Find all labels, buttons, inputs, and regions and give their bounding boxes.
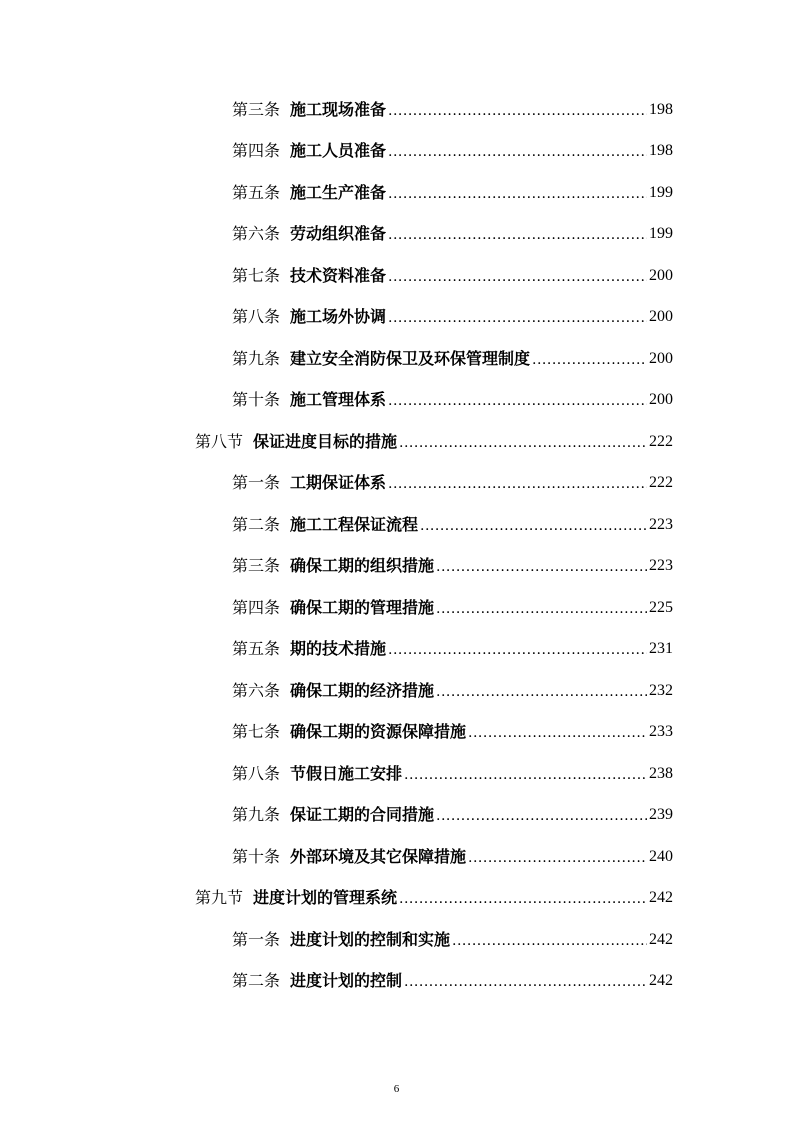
toc-leader-dots xyxy=(388,473,647,493)
toc-entry-title: 确保工期的资源保障措施 xyxy=(290,722,467,742)
toc-entry[interactable] xyxy=(0,670,673,712)
toc-entry[interactable] xyxy=(0,961,673,1003)
toc-leader-dots xyxy=(404,764,647,784)
toc-entry-page: 223 xyxy=(649,515,673,533)
toc-entry-title: 劳动组织准备 xyxy=(290,224,387,244)
toc-entry-title: 进度计划的控制和实施 xyxy=(290,929,451,949)
toc-entry-title: 工期保证体系 xyxy=(290,473,387,493)
toc-leader-dots xyxy=(436,681,647,701)
toc-entry-number: 第九条 xyxy=(232,805,281,825)
toc-leader-dots xyxy=(399,888,647,908)
toc-entry-title: 施工现场准备 xyxy=(290,99,387,119)
toc-entry-page: 199 xyxy=(649,183,673,201)
toc-entry-title: 保证进度目标的措施 xyxy=(253,431,398,451)
toc-entry[interactable] xyxy=(0,753,673,795)
toc-entry-page: 225 xyxy=(649,598,673,616)
toc-entry-number: 第八条 xyxy=(232,307,281,327)
table-of-contents xyxy=(0,89,793,1002)
toc-entry-page: 238 xyxy=(649,764,673,782)
toc-entry-number: 第五条 xyxy=(232,639,281,659)
toc-leader-dots xyxy=(388,307,647,327)
toc-entry-page: 198 xyxy=(649,100,673,118)
toc-entry-title: 施工工程保证流程 xyxy=(290,514,419,534)
toc-entry-page: 233 xyxy=(649,723,673,741)
toc-entry-page: 242 xyxy=(649,972,673,990)
toc-entry-number: 第九条 xyxy=(232,348,281,368)
toc-entry[interactable] xyxy=(0,836,673,878)
toc-entry-page: 242 xyxy=(649,930,673,948)
toc-entry-page: 231 xyxy=(649,640,673,658)
toc-entry[interactable] xyxy=(0,795,673,837)
toc-entry-number: 第六条 xyxy=(232,680,281,700)
toc-section-entry[interactable] xyxy=(0,421,673,463)
toc-entry-page: 199 xyxy=(649,225,673,243)
toc-entry-title: 施工场外协调 xyxy=(290,307,387,327)
toc-entry[interactable] xyxy=(0,297,673,339)
toc-entry-page: 223 xyxy=(649,557,673,575)
toc-entry-page: 239 xyxy=(649,806,673,824)
toc-entry-page: 200 xyxy=(649,391,673,409)
toc-entry[interactable] xyxy=(0,587,673,629)
toc-entry-number: 第二条 xyxy=(232,514,281,534)
toc-entry-title: 进度计划的管理系统 xyxy=(253,888,398,908)
toc-leader-dots xyxy=(388,390,647,410)
toc-entry-title: 建立安全消防保卫及环保管理制度 xyxy=(290,348,531,368)
toc-entry[interactable] xyxy=(0,255,673,297)
toc-entry-number: 第十条 xyxy=(232,390,281,410)
toc-leader-dots xyxy=(436,805,647,825)
toc-entry-title: 节假日施工安排 xyxy=(290,763,403,783)
toc-entry-page: 222 xyxy=(649,474,673,492)
toc-entry[interactable] xyxy=(0,712,673,754)
page-number: 6 xyxy=(393,1083,400,1095)
toc-entry[interactable] xyxy=(0,463,673,505)
toc-entry-number: 第七条 xyxy=(232,265,281,285)
toc-section-entry[interactable] xyxy=(0,878,673,920)
toc-entry-page: 198 xyxy=(649,142,673,160)
toc-entry-title: 确保工期的组织措施 xyxy=(290,556,435,576)
toc-leader-dots xyxy=(388,183,647,203)
toc-entry-title: 外部环境及其它保障措施 xyxy=(290,846,467,866)
toc-entry[interactable] xyxy=(0,214,673,256)
toc-entry[interactable] xyxy=(0,89,673,131)
toc-entry-number: 第四条 xyxy=(232,141,281,161)
toc-entry-page: 240 xyxy=(649,847,673,865)
toc-leader-dots xyxy=(388,141,647,161)
toc-leader-dots xyxy=(399,432,647,452)
toc-entry-number: 第一条 xyxy=(232,473,281,493)
toc-entry-title: 施工管理体系 xyxy=(290,390,387,410)
toc-leader-dots xyxy=(468,722,647,742)
toc-entry-title: 确保工期的管理措施 xyxy=(290,597,435,617)
toc-entry-page: 200 xyxy=(649,308,673,326)
toc-entry-title: 保证工期的合同措施 xyxy=(290,805,435,825)
toc-entry-number: 第九节 xyxy=(195,888,244,908)
toc-entry-number: 第一条 xyxy=(232,929,281,949)
toc-entry-title: 施工生产准备 xyxy=(290,182,387,202)
toc-entry-number: 第五条 xyxy=(232,182,281,202)
toc-leader-dots xyxy=(404,971,647,991)
toc-entry-title: 进度计划的控制 xyxy=(290,971,403,991)
toc-entry-title: 期的技术措施 xyxy=(290,639,387,659)
toc-leader-dots xyxy=(388,224,647,244)
toc-entry[interactable] xyxy=(0,131,673,173)
toc-entry-number: 第六条 xyxy=(232,224,281,244)
toc-entry-title: 施工人员准备 xyxy=(290,141,387,161)
toc-entry[interactable] xyxy=(0,546,673,588)
toc-leader-dots xyxy=(420,515,647,535)
toc-entry-number: 第十条 xyxy=(232,846,281,866)
toc-entry-page: 232 xyxy=(649,681,673,699)
toc-entry-number: 第二条 xyxy=(232,971,281,991)
toc-entry[interactable] xyxy=(0,504,673,546)
toc-entry[interactable] xyxy=(0,338,673,380)
toc-leader-dots xyxy=(388,100,647,120)
toc-entry[interactable] xyxy=(0,172,673,214)
toc-entry-number: 第八条 xyxy=(232,763,281,783)
toc-entry-number: 第七条 xyxy=(232,722,281,742)
toc-entry-number: 第四条 xyxy=(232,597,281,617)
toc-entry-number: 第三条 xyxy=(232,556,281,576)
toc-leader-dots xyxy=(388,639,647,659)
toc-leader-dots xyxy=(452,930,647,950)
toc-entry-title: 技术资料准备 xyxy=(290,265,387,285)
toc-entry[interactable] xyxy=(0,629,673,671)
toc-entry[interactable] xyxy=(0,380,673,422)
toc-entry-page: 200 xyxy=(649,266,673,284)
toc-leader-dots xyxy=(388,266,647,286)
toc-entry-page: 222 xyxy=(649,432,673,450)
toc-entry-page: 242 xyxy=(649,889,673,907)
toc-leader-dots xyxy=(436,556,647,576)
toc-entry-page: 200 xyxy=(649,349,673,367)
toc-leader-dots xyxy=(532,349,647,369)
toc-entry-number: 第三条 xyxy=(232,99,281,119)
toc-leader-dots xyxy=(436,598,647,618)
toc-leader-dots xyxy=(468,847,647,867)
toc-entry[interactable] xyxy=(0,919,673,961)
toc-entry-title: 确保工期的经济措施 xyxy=(290,680,435,700)
toc-entry-number: 第八节 xyxy=(195,431,244,451)
